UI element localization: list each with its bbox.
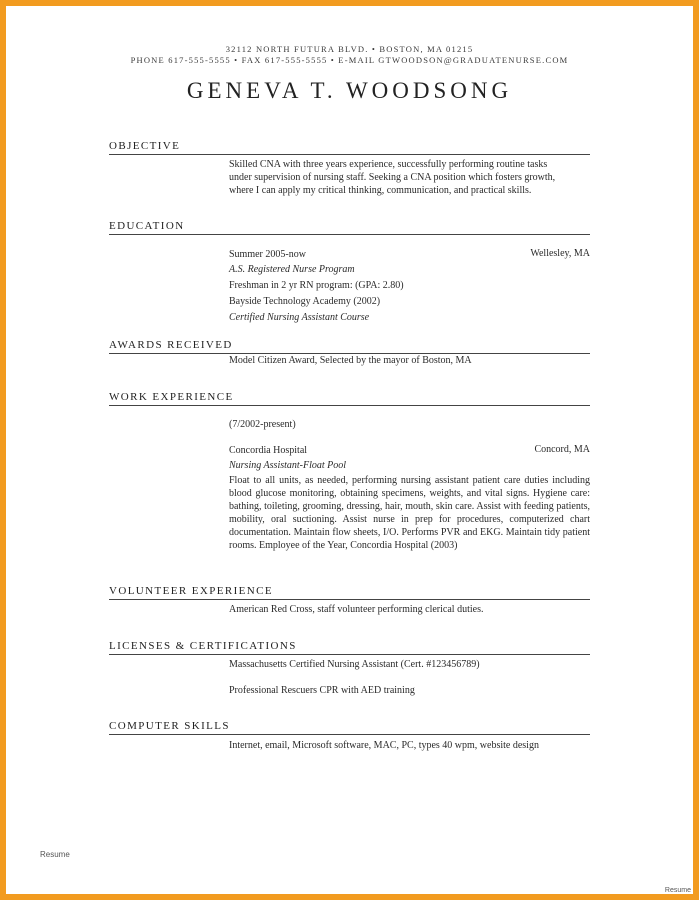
work-title: Nursing Assistant-Float Pool [229, 460, 347, 471]
computer-heading: COMPUTER SKILLS [109, 720, 590, 732]
volunteer-item: American Red Cross, staff volunteer performing clerical duties. [229, 604, 484, 615]
volunteer-heading: VOLUNTEER EXPERIENCE [109, 585, 590, 597]
objective-line: where I can apply my critical thinking, communication, and practical skills. [229, 185, 532, 196]
address-line: 32112 NORTH FUTURA BLVD. • BOSTON, MA 01215 [225, 44, 474, 54]
awards-heading: AWARDS RECEIVED [109, 339, 590, 351]
computer-skills: Internet, email, Microsoft software, MAC, PC, types 40 wpm, website design [229, 740, 539, 751]
work-location: Concord, MA [534, 444, 590, 455]
watermark-right: Resume [664, 887, 691, 894]
work-heading: WORK EXPERIENCE [109, 391, 590, 403]
education-course: Certified Nursing Assistant Course [229, 312, 370, 323]
education-location: Wellesley, MA [530, 248, 590, 259]
licenses-heading: LICENSES & CERTIFICATIONS [109, 640, 590, 652]
license-item: Massachusetts Certified Nursing Assistant (Cert. #123456789) [229, 659, 480, 670]
work-employer: Concordia Hospital [229, 445, 308, 456]
candidate-name: GENEVA T. WOODSONG [186, 78, 513, 103]
work-description: Float to all units, as needed, performing nursing assistant patient care duties including blood glucose monitoring, obtaining specimens, weights, and vital signs. Hygiene care: bathing, toileting, grooming, dressing, hair, mouth, skin care. Assist with feeding patients, mobility, oral suctioning. Assist nurse in prep for procedures, computerized chart documentation. Maintain flow sheets, I/O. Performs PVR and EKG. Maintain tidy patient rooms. Employee of the Year, Concordia Hospital (2003) [229, 475, 590, 551]
contact-header [0, 44, 699, 66]
license-item: Professional Rescuers CPR with AED training [229, 685, 415, 696]
contact-line: PHONE 617-555-5555 • FAX 617-555-5555 • E-MAIL GTWOODSON@GRADUATENURSE.COM [130, 55, 569, 65]
education-heading: EDUCATION [109, 220, 590, 232]
objective-line: under supervision of nursing staff. Seeking a CNA position which fosters growth, [229, 172, 556, 183]
objective-line: Skilled CNA with three years experience, successfully performing routine tasks [229, 159, 548, 170]
education-school: Bayside Technology Academy (2002) [229, 296, 381, 307]
education-program: A.S. Registered Nurse Program [229, 264, 355, 275]
work-period: (7/2002-present) [229, 419, 296, 430]
education-date: Summer 2005-now [229, 249, 306, 260]
education-status: Freshman in 2 yr RN program: (GPA: 2.80) [229, 280, 404, 291]
award-item: Model Citizen Award, Selected by the mayor of Boston, MA [229, 355, 472, 366]
watermark-left: Resume [40, 850, 70, 859]
objective-heading: OBJECTIVE [109, 140, 590, 152]
